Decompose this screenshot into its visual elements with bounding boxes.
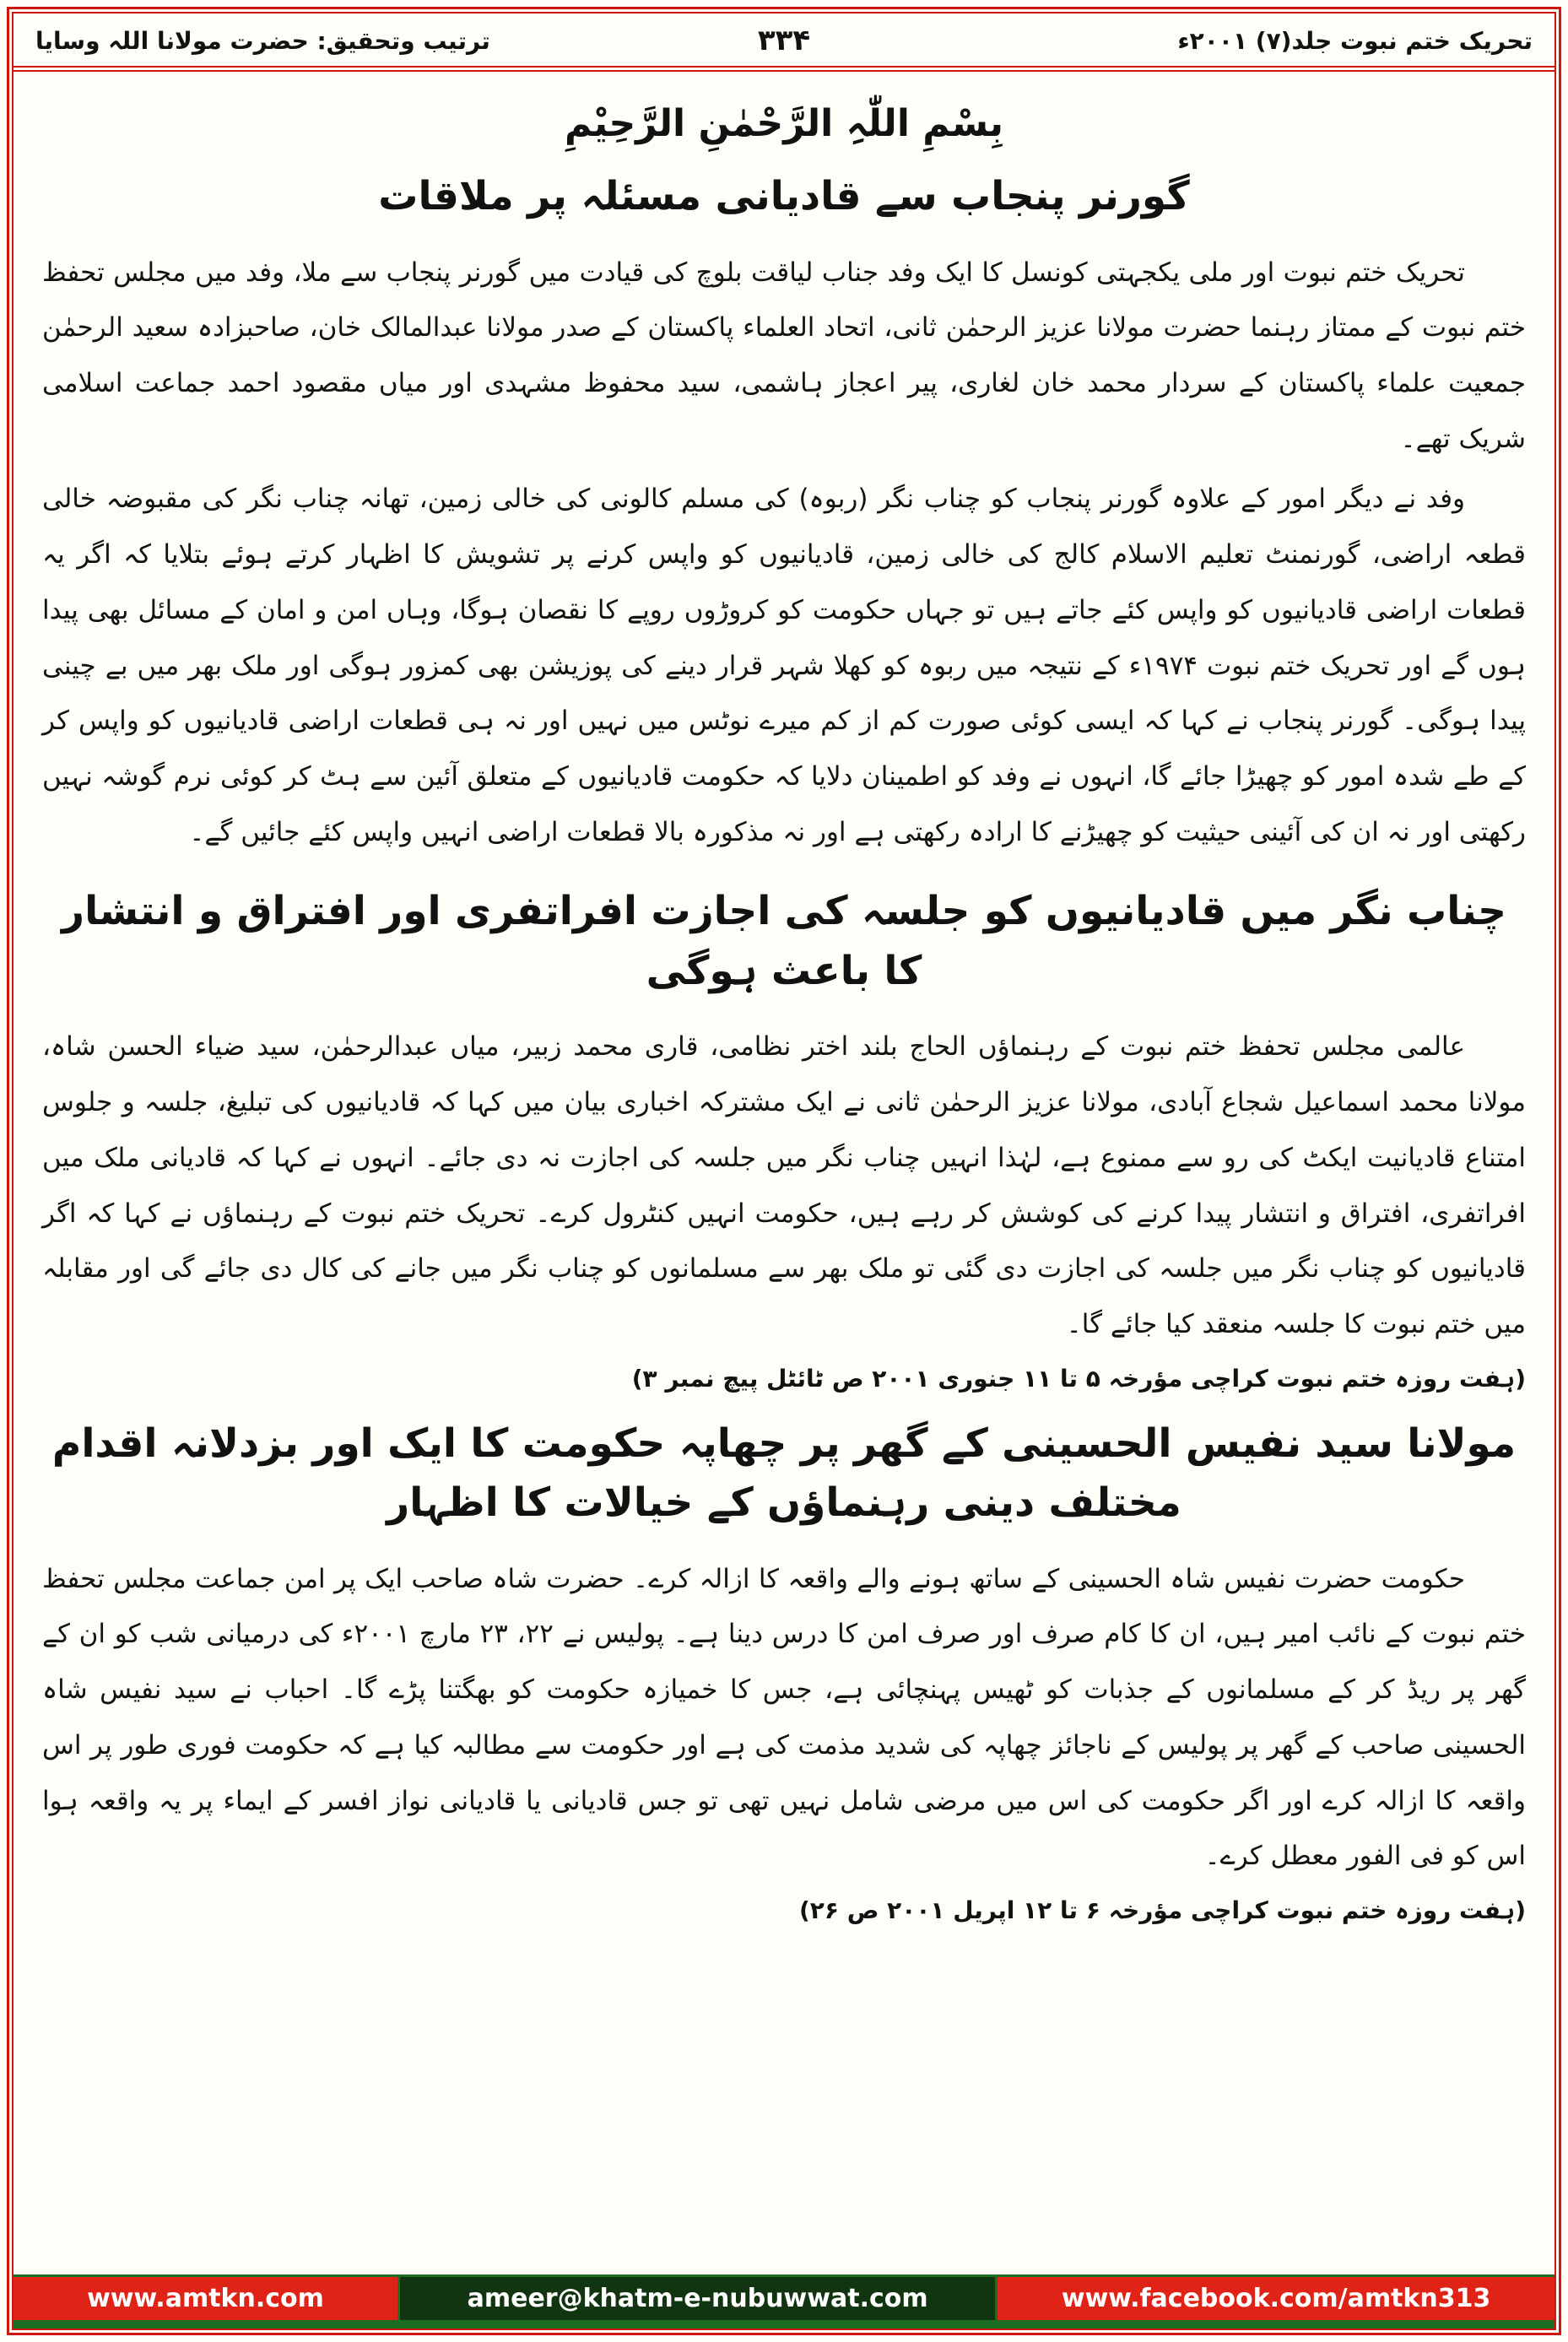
body-paragraph: وفد نے دیگر امور کے علاوہ گورنر پنجاب کو چناب نگر (ربوہ) کی مسلم کالونی کی خالی زمین، تھانہ چناب نگر کی مقبوضہ خالی قطعہ اراضی، گورنمنٹ تعلیم الاسلام کالج کی خالی زمین، قادیانیوں کو واپس کرنے پر تشویش کا اظہار کرتے ہوئے بتلایا کہ اگر یہ قطعات اراضی قادیانیوں کو واپس کئے جاتے ہیں تو جہاں حکومت کو کروڑوں روپے کا نقصان ہوگا، وہاں امن و امان کے مسائل بھی پیدا ہوں گے اور تحریک ختم نبوت ۱۹۷۴ء کے نتیجہ میں ربوہ کو کھلا شہر قرار دینے کی پوزیشن بھی کمزور ہوگی اور ملک بھر میں بے چینی پیدا ہوگی۔ گورنر پنجاب نے کہا کہ ایسی کوئی صورت کم از کم میرے نوٹس میں نہیں اور نہ ہی قطعات اراضی قادیانیوں کو واپس کر کے طے شدہ امور کو چھیڑا جائے گا، انہوں نے وفد کو اطمینان دلایا کہ حکومت قادیانیوں کے متعلق آئین سے ہٹ کر کوئی نرم گوشہ نہیں رکھتی اور نہ ان کی آئینی حیثیت کو چھیڑنے کا ارادہ رکھتی ہے اور نہ مذکورہ بالا قطعات اراضی انہیں واپس کئے جائیں گے۔ bbox=[42, 484, 1526, 847]
basmala-calligraphy: بِسْمِ اللّٰہِ الرَّحْمٰنِ الرَّحِیْمِ bbox=[564, 102, 1004, 145]
body-paragraph: حکومت حضرت نفیس شاہ الحسینی کے ساتھ ہونے والے واقعہ کا ازالہ کرے۔ حضرت شاہ صاحب ایک پر امن جماعت مجلس تحفظ ختم نبوت کے نائب امیر ہیں، ان کا کام صرف اور صرف امن کا درس دینا ہے۔ پولیس نے ۲۲، ۲۳ مارچ ۲۰۰۱ء کی درمیانی شب کو ان کے گھر پر ریڈ کر کے مسلمانوں کے جذبات کو ٹھیس پہنچائی ہے، جس کا خمیازہ حکومت کو بھگتنا پڑے گا۔ احباب نے سید نفیس شاہ الحسینی صاحب کے گھر پر پولیس کے ناجائز چھاپہ کی شدید مذمت کی ہے اور حکومت سے مطالبہ کیا ہے کہ حکومت فوری طور پر اس واقعہ کا ازالہ کرے اور اگر حکومت کی اس میں مرضی شامل نہیں تھی تو جس قادیانی یا قادیانی نواز افسر کے ایماء پر یہ واقعہ ہوا اس کو فی الفور معطل کرے۔ bbox=[42, 1563, 1526, 1872]
footer-facebook-link[interactable]: www.facebook.com/amtkn313 bbox=[998, 2277, 1554, 2320]
section-heading-governor-meeting: گورنر پنجاب سے قادیانی مسئلہ پر ملاقات bbox=[378, 173, 1190, 219]
section-heading-nafees-ul-husaini-raid: مولانا سید نفیس الحسینی کے گھر پر چھاپہ حکومت کا ایک اور بزدلانہ اقدام مختلف دینی رہنماؤں کے خیالات کا اظہار bbox=[51, 1420, 1517, 1527]
header-book-title: تحریک ختم نبوت جلد(۷) ۲۰۰۱ء bbox=[1177, 26, 1533, 55]
page-content bbox=[14, 72, 1554, 2274]
footer-email-link[interactable]: ameer@khatm-e-nubuwwat.com bbox=[397, 2277, 998, 2320]
page-border-inner bbox=[12, 12, 1556, 2330]
body-paragraph: تحریک ختم نبوت اور ملی یکجہتی کونسل کا ایک وفد جناب لیاقت بلوچ کی قیادت میں گورنر پنجاب سے ملا، وفد میں مجلس تحفظ ختم نبوت کے ممتاز رہنما حضرت مولانا عزیز الرحمٰن ثانی، اتحاد العلماء پاکستان کے صدر مولانا عبدالمالک خان، صاحبزادہ سعید الرحمٰن جمعیت علماء پاکستان کے سردار محمد خان لغاری، پیر اعجاز ہاشمی، سید محفوظ مشہدی اور میاں مقصود احمد جماعت اسلامی شریک تھے۔ bbox=[42, 257, 1526, 454]
page-header bbox=[14, 14, 1554, 72]
citation-weekly-khatm-e-nubuwwat-jan: (ہفت روزہ ختم نبوت کراچی مؤرخہ ۵ تا ۱۱ جنوری ۲۰۰۱ ص ٹائٹل پیچ نمبر ۳) bbox=[631, 1364, 1526, 1393]
header-compiler: ترتیب وتحقیق: حضرت مولانا اللہ وسایا bbox=[35, 26, 490, 55]
footer-green-strip bbox=[14, 2320, 1554, 2328]
footer-website-link[interactable]: www.amtkn.com bbox=[14, 2277, 397, 2320]
citation-weekly-khatm-e-nubuwwat-apr: (ہفت روزہ ختم نبوت کراچی مؤرخہ ۶ تا ۱۲ اپریل ۲۰۰۱ ص ۲۶) bbox=[799, 1896, 1526, 1925]
footer-link-bar bbox=[14, 2274, 1554, 2320]
body-paragraph: عالمی مجلس تحفظ ختم نبوت کے رہنماؤں الحاج بلند اختر نظامی، قاری محمد زبیر، میاں عبدالرحمٰن، سید ضیاء الحسن شاہ، مولانا محمد اسماعیل شجاع آبادی، مولانا عزیز الرحمٰن ثانی نے ایک مشترکہ اخباری بیان میں کہا کہ قادیانیوں کی تبلیغ، جلسہ و جلوس امتناع قادیانیت ایکٹ کی رو سے ممنوع ہے، لہٰذا انہیں چناب نگر میں جلسہ کی اجازت نہ دی جائے۔ انہوں نے کہا کہ قادیانی ملک میں افراتفری، افتراق و انتشار پیدا کرنے کی کوشش کر رہے ہیں، حکومت انہیں کنٹرول کرے۔ تحریک ختم نبوت کے رہنماؤں نے کہا کہ اگر قادیانیوں کو چناب نگر میں جلسہ کی اجازت دی گئی تو ملک بھر سے مسلمانوں کو چناب نگر میں جانے کی کال دی جائے گی اور مقابلہ میں ختم نبوت کا جلسہ منعقد کیا جائے گا۔ bbox=[42, 1031, 1526, 1339]
section-heading-chenab-nagar-jalsa: چناب نگر میں قادیانیوں کو جلسہ کی اجازت افراتفری اور افتراق و انتشار کا باعث ہوگی bbox=[62, 888, 1506, 994]
page-number: ۳۳۴ bbox=[757, 24, 811, 57]
